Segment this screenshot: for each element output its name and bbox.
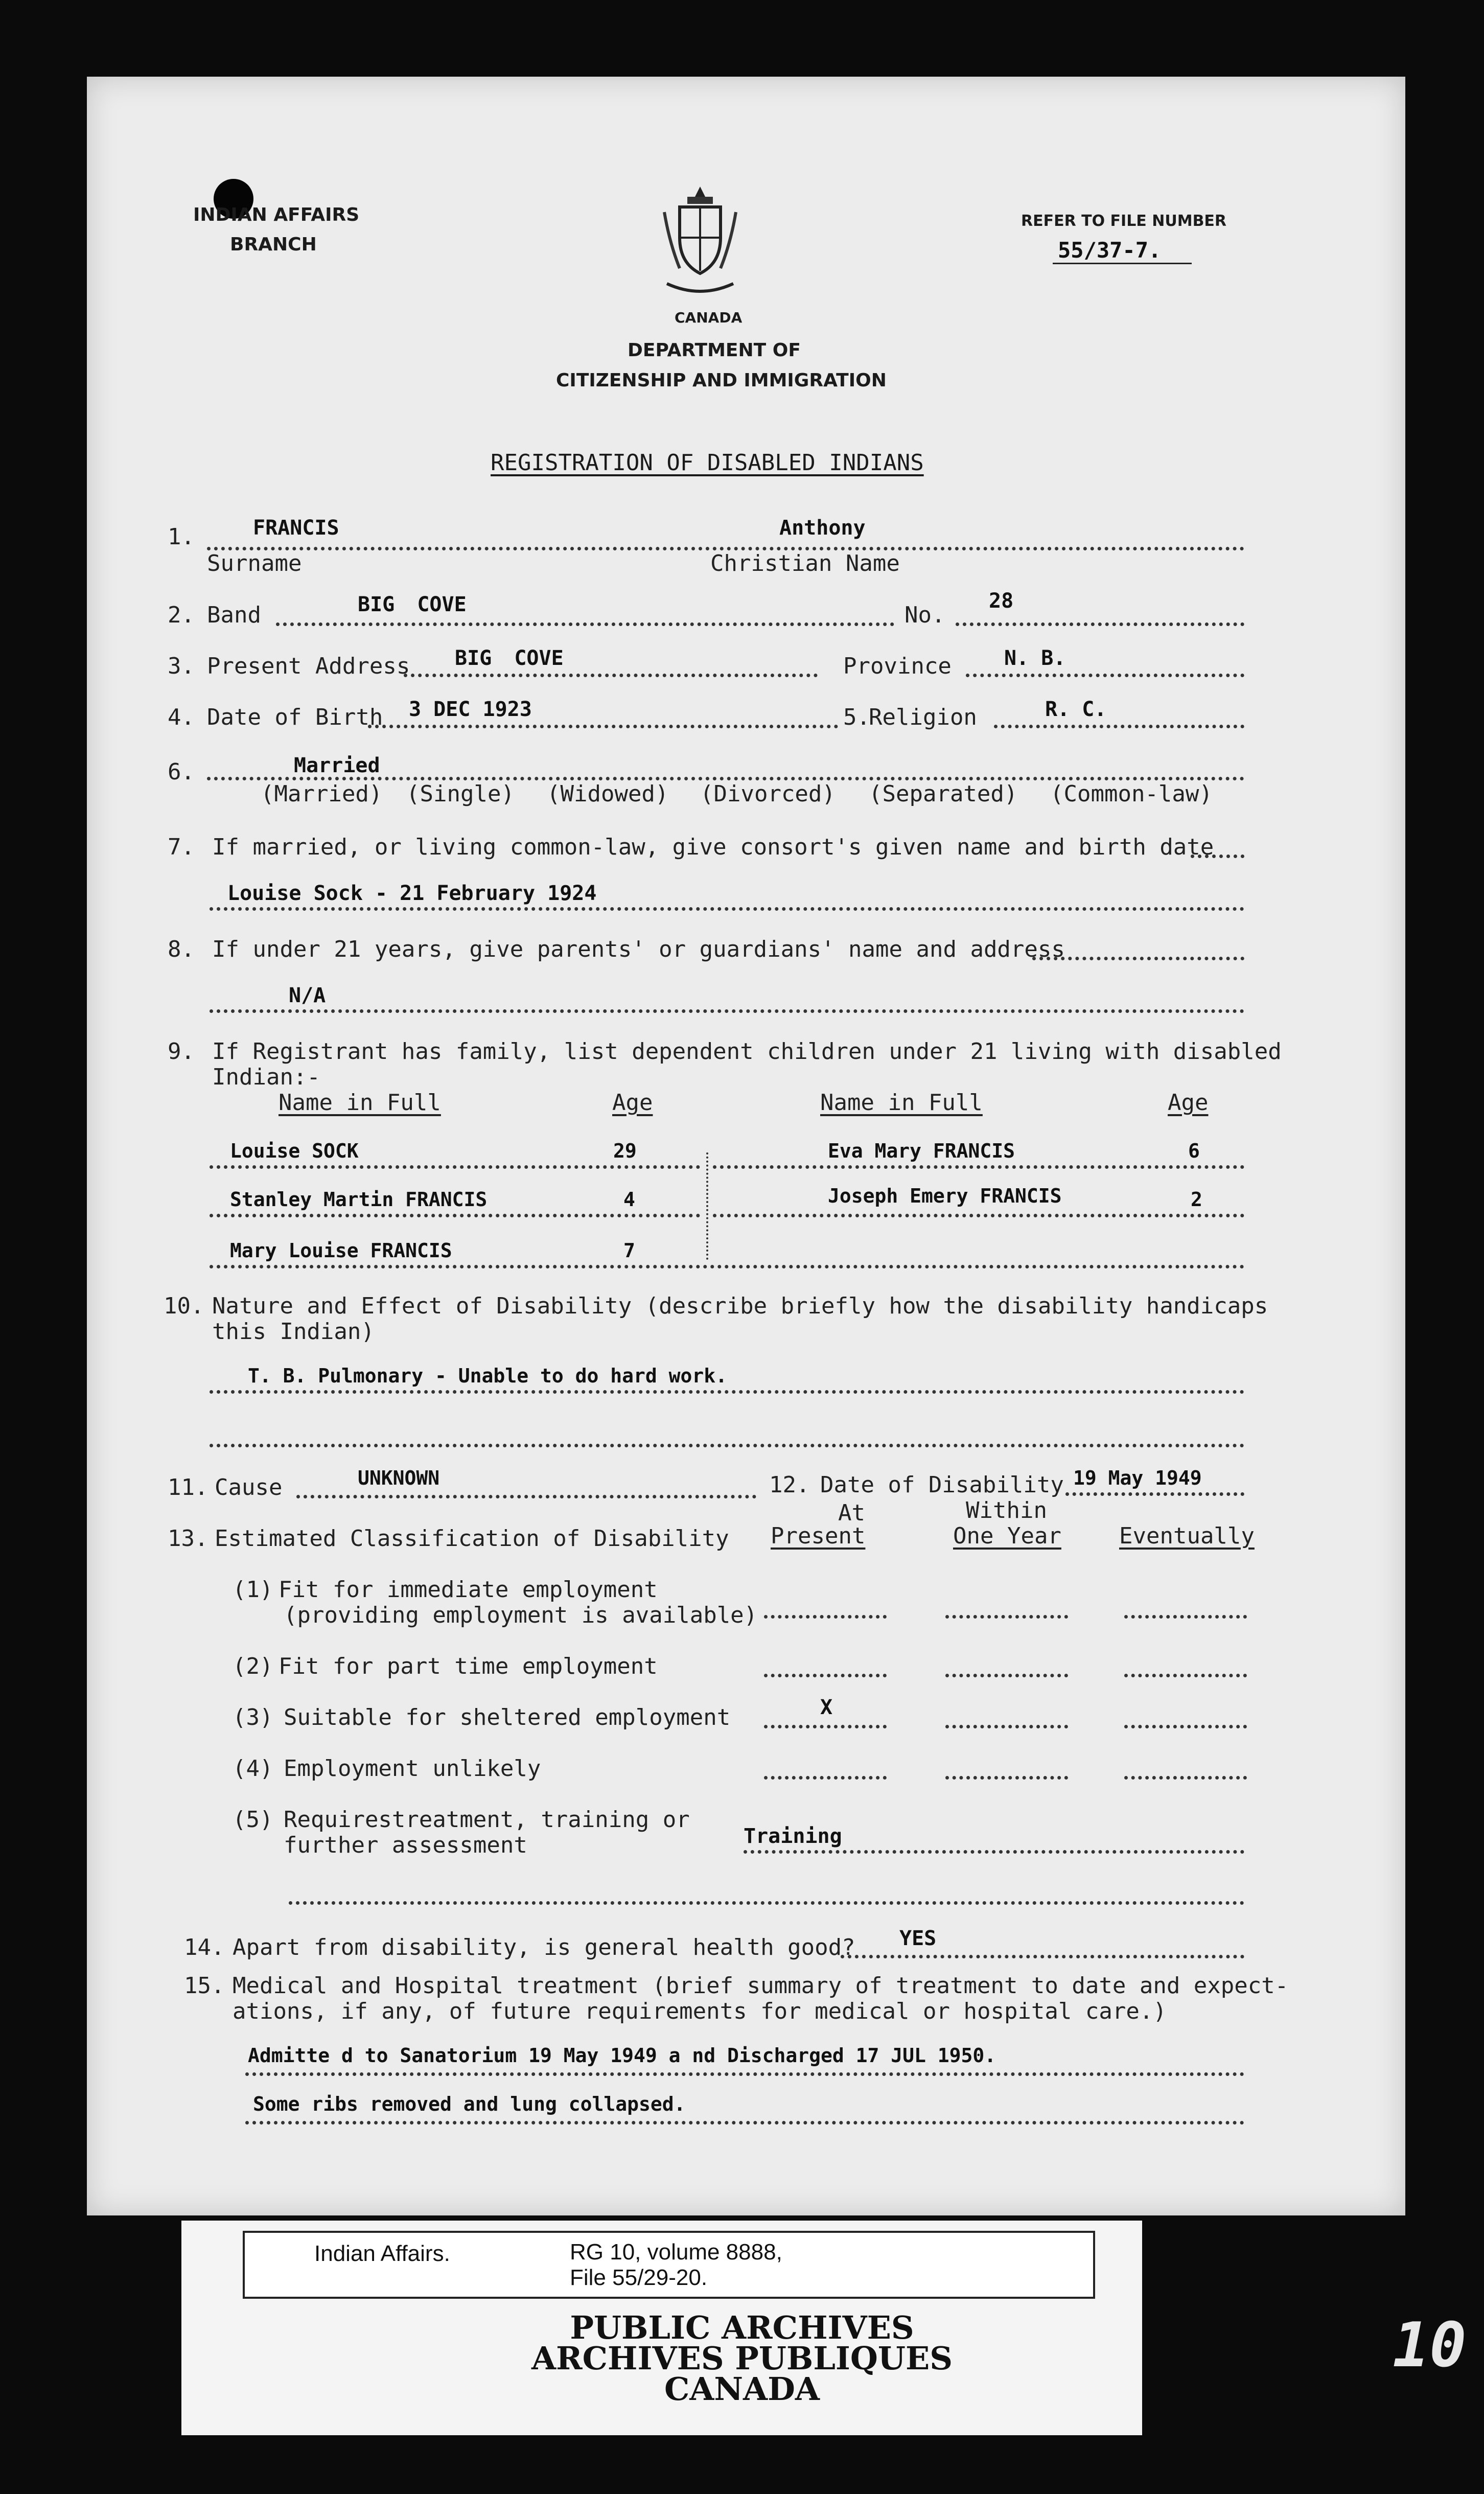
one-year-dots (945, 1725, 1068, 1728)
child-row-right-0-dots (713, 1165, 1244, 1169)
disability-nature-value: T. B. Pulmonary - Unable to do hard work. (248, 1365, 727, 1387)
eventually-dots (1124, 1615, 1247, 1619)
col-name-left: Name in Full (279, 1090, 441, 1116)
q6-number: 6. (168, 759, 195, 785)
birth-date-dotted-line (368, 725, 838, 728)
class-item-number: (1) (233, 1577, 273, 1603)
coat-of-arms-emblem (659, 181, 741, 304)
archive-file: File 55/29-20. (570, 2265, 708, 2290)
eventually-dots (1124, 1725, 1247, 1728)
eventually-dots (1124, 1776, 1247, 1780)
address-dotted-line (404, 674, 818, 677)
cause-dotted-line (296, 1495, 756, 1498)
classification-label: Estimated Classification of Disability (215, 1526, 729, 1552)
disability-date-label: Date of Disability (820, 1472, 1064, 1498)
q2-number: 2. (168, 602, 195, 628)
medical-treatment-value-1: Admitte d to Sanatorium 19 May 1949 a nd Discharged 17 JUL 1950. (248, 2044, 996, 2067)
treatment-dots (744, 1850, 1244, 1854)
branch-name-line1: INDIAN AFFAIRS (193, 204, 360, 225)
medical-treatment-label-line2: ations, if any, of future requirements for medical or hospital care.) (233, 1998, 1167, 2024)
child-age: 4 (623, 1188, 635, 1211)
child-row-left-1-dots (210, 1214, 700, 1217)
col-age-right: Age (1168, 1090, 1209, 1116)
medical-treatment-label-line1: Medical and Hospital treatment (brief summary of treatment to date and expect- (233, 1973, 1289, 1999)
christian-name-value: Anthony (779, 516, 866, 540)
q5-number: 5. (843, 704, 870, 730)
disability-nature-dotted-line (210, 1390, 1244, 1394)
child-age: 7 (623, 1239, 635, 1262)
guardian-label: If under 21 years, give parents' or guardians' name and address (212, 936, 1065, 962)
archive-country: CANADA (664, 2370, 820, 2408)
archive-name-en: PUBLIC ARCHIVES (570, 2309, 914, 2346)
present-dots (764, 1615, 887, 1619)
q4-number: 4. (168, 704, 195, 730)
q13-number: 13. (168, 1526, 208, 1552)
col-at-top: At (838, 1500, 865, 1526)
class-item-text: Employment unlikely (284, 1756, 541, 1782)
col-within-top: Within (966, 1497, 1047, 1523)
birth-date-value: 3 DEC 1923 (409, 698, 532, 721)
archive-name-fr: ARCHIVES PUBLIQUES (531, 2340, 953, 2377)
child-name: Stanley Martin FRANCIS (230, 1188, 488, 1211)
q11-number: 11. (168, 1474, 208, 1500)
class-item-number: (5) (233, 1807, 273, 1833)
option-separated: (Separated) (869, 781, 1018, 807)
consort-label: If married, or living common-law, give consort's given name and birth date (212, 834, 1214, 860)
children-label-line2: Indian:- (212, 1064, 320, 1090)
marital-status-value: Married (294, 754, 380, 777)
band-number-dotted-line (956, 622, 1244, 626)
religion-label: Religion (869, 704, 977, 730)
class-item-text: Fit for part time employment (279, 1653, 658, 1679)
q1-dotted-line (207, 547, 1244, 550)
col-one-year: One Year (953, 1523, 1061, 1549)
address-label: Present Address (207, 653, 410, 679)
present-dots (764, 1674, 887, 1677)
guardian-label-dots (1032, 957, 1244, 960)
consort-dotted-line (210, 907, 1244, 911)
disability-date-dotted-line (1065, 1492, 1244, 1496)
address-value: BIG COVE (455, 646, 564, 670)
one-year-dots (945, 1615, 1068, 1619)
consort-value: Louise Sock - 21 February 1924 (227, 882, 597, 905)
option-widowed: (Widowed) (547, 781, 669, 807)
class-item-text: Fit for immediate employment (279, 1577, 658, 1603)
col-present: Present (771, 1523, 866, 1549)
one-year-dots (945, 1674, 1068, 1677)
child-age: 2 (1191, 1188, 1202, 1211)
q12-number: 12. (769, 1472, 810, 1498)
present-dots (764, 1776, 887, 1780)
class-item-text: Suitable for sheltered employment (284, 1704, 731, 1730)
option-single: (Single) (406, 781, 515, 807)
class-item-text-2: further assessment (284, 1832, 527, 1858)
treatment-dotted-line-2 (289, 1901, 1244, 1905)
q10-number: 10. (164, 1293, 204, 1319)
birth-date-label: Date of Birth (207, 704, 383, 730)
band-value: BIG COVE (358, 593, 467, 616)
option-divorced: (Divorced) (700, 781, 836, 807)
q3-number: 3. (168, 653, 195, 679)
option-common-law: (Common-law) (1050, 781, 1213, 807)
child-name: Louise SOCK (230, 1140, 359, 1162)
province-value: N. B. (1004, 646, 1066, 670)
guardian-dotted-line (210, 1009, 1244, 1013)
disability-nature-label-line1: Nature and Effect of Disability (describe briefly how the disability handicaps (212, 1293, 1268, 1319)
marital-status-dotted-line (207, 777, 1244, 780)
band-number-value: 28 (989, 589, 1014, 613)
col-eventually: Eventually (1119, 1523, 1255, 1549)
country-name: CANADA (675, 309, 743, 326)
branch-name-line2: BRANCH (230, 234, 317, 255)
child-name: Joseph Emery FRANCIS (828, 1185, 1062, 1207)
consort-label-dots (1191, 855, 1244, 858)
medical-treatment-dotted-line-1 (245, 2072, 1244, 2076)
children-divider (706, 1152, 708, 1260)
religion-dotted-line (994, 725, 1244, 728)
refer-file-label: REFER TO FILE NUMBER (1021, 212, 1227, 230)
guardian-value: N/A (289, 984, 326, 1007)
child-age: 29 (613, 1140, 637, 1162)
q7-number: 7. (168, 834, 195, 860)
q9-number: 9. (168, 1038, 195, 1065)
option-married: (Married) (261, 781, 383, 807)
col-name-right: Name in Full (820, 1090, 983, 1116)
class-item-number: (4) (233, 1756, 273, 1782)
child-row-right-1-dots (713, 1214, 1244, 1217)
child-name: Eva Mary FRANCIS (828, 1140, 1015, 1162)
one-year-dots (945, 1776, 1068, 1780)
q15-number: 15. (184, 1973, 225, 1999)
surname-label: Surname (207, 550, 302, 576)
present-mark: X (820, 1696, 833, 1719)
form-title: REGISTRATION OF DISABLED INDIANS (491, 450, 924, 476)
general-health-value: YES (899, 1927, 937, 1950)
present-dots (764, 1725, 887, 1728)
child-row-left-0-dots (210, 1165, 700, 1169)
general-health-label: Apart from disability, is general health good? (233, 1934, 855, 1960)
cause-value: UNKNOWN (358, 1467, 440, 1489)
class-item-number: (3) (233, 1704, 273, 1730)
class-item-text-2: (providing employment is available) (284, 1602, 758, 1628)
surname-value: FRANCIS (253, 516, 339, 540)
eventually-dots (1124, 1674, 1247, 1677)
province-dotted-line (966, 674, 1244, 677)
col-age-left: Age (612, 1090, 653, 1116)
child-age: 6 (1188, 1140, 1200, 1162)
child-row-left-2-dots (210, 1265, 1244, 1268)
file-number: 55/37-7. (1053, 238, 1192, 264)
department-line2: CITIZENSHIP AND IMMIGRATION (556, 370, 887, 391)
disability-nature-dotted-line-2 (210, 1444, 1244, 1447)
band-number-label: No. (905, 602, 945, 628)
child-name: Mary Louise FRANCIS (230, 1239, 452, 1262)
medical-treatment-dotted-line-2 (245, 2121, 1244, 2124)
band-label: Band (207, 602, 261, 628)
class-item-number: (2) (233, 1653, 273, 1679)
q14-number: 14. (184, 1934, 225, 1960)
disability-date-value: 19 May 1949 (1073, 1467, 1202, 1489)
province-label: Province (843, 653, 952, 679)
band-dotted-line (276, 622, 894, 626)
religion-value: R. C. (1045, 698, 1107, 721)
disability-nature-label-line2: this Indian) (212, 1319, 375, 1345)
archive-collection: Indian Affairs. (314, 2241, 450, 2266)
general-health-dotted-line (841, 1955, 1244, 1958)
christian-name-label: Christian Name (710, 550, 900, 576)
cause-label: Cause (215, 1474, 283, 1500)
q8-number: 8. (168, 936, 195, 962)
q1-number: 1. (168, 524, 195, 550)
frame-number: 10 (1393, 2310, 1484, 2387)
treatment-value: Training (744, 1825, 842, 1848)
class-item-text: Requirestreatment, training or (284, 1807, 690, 1833)
children-label-line1: If Registrant has family, list dependent children under 21 living with disabled (212, 1038, 1282, 1065)
department-line1: DEPARTMENT OF (628, 340, 801, 361)
archive-volume: RG 10, volume 8888, (570, 2239, 782, 2265)
medical-treatment-value-2: Some ribs removed and lung collapsed. (253, 2093, 686, 2115)
